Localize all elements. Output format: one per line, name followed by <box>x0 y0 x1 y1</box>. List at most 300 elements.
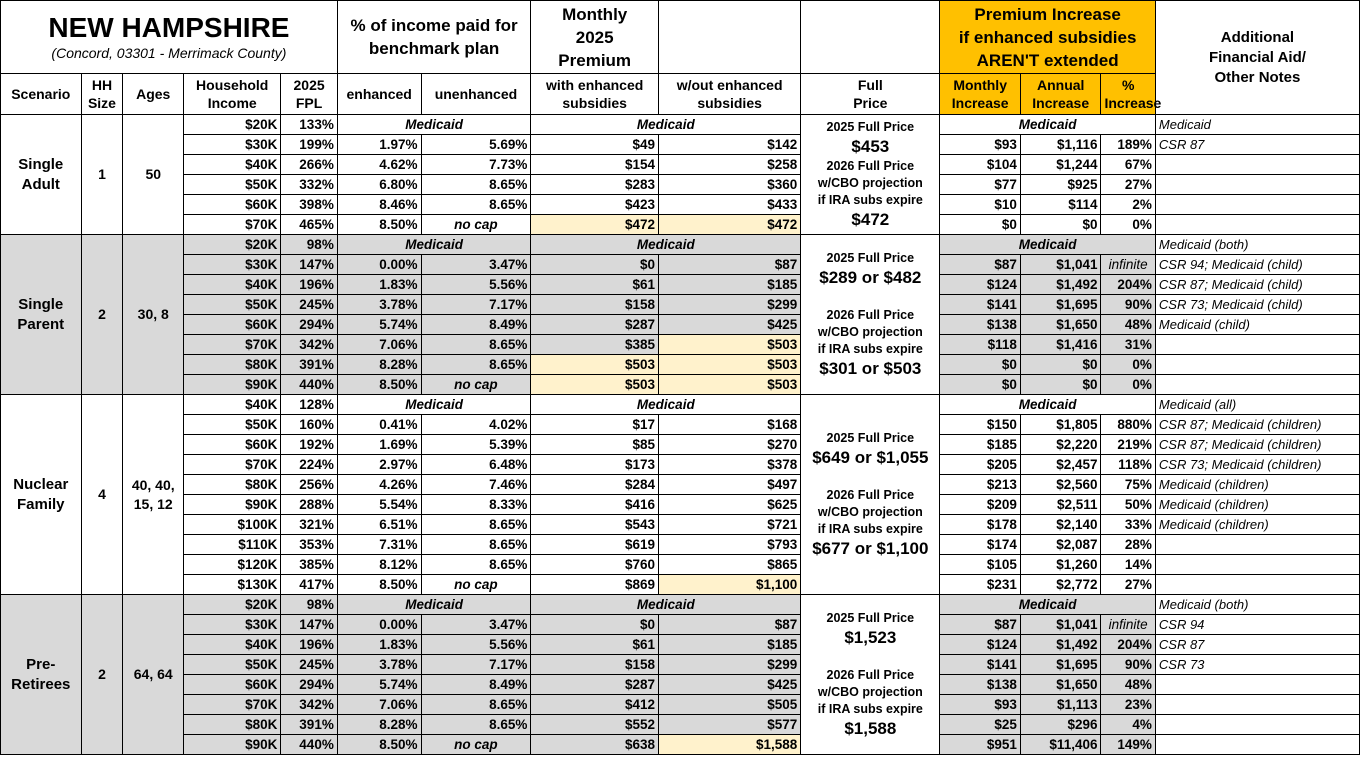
table-row <box>1 235 1360 255</box>
household-income: $50K <box>184 655 281 675</box>
financial-aid-note: CSR 73; Medicaid (child) <box>1155 295 1359 315</box>
premium-without-enhanced: $168 <box>658 415 800 435</box>
annual-increase: $1,416 <box>1020 335 1101 355</box>
premium-without-enhanced: $87 <box>658 615 800 635</box>
scenario-label: Single Adult <box>1 115 82 235</box>
fpl-percent: 147% <box>281 615 337 635</box>
enhanced-pct: 7.06% <box>337 335 421 355</box>
medicaid-label: Medicaid <box>337 395 531 415</box>
household-income: $20K <box>184 595 281 615</box>
household-income: $40K <box>184 275 281 295</box>
fpl-percent: 160% <box>281 415 337 435</box>
premium-without-enhanced: $503 <box>658 335 800 355</box>
fpl-percent: 288% <box>281 495 337 515</box>
table-row <box>1 415 1360 435</box>
premium-with-enhanced: $503 <box>531 355 659 375</box>
enhanced-pct: 3.78% <box>337 295 421 315</box>
enhanced-pct: 3.78% <box>337 655 421 675</box>
financial-aid-note: Medicaid (children) <box>1155 475 1359 495</box>
premium-without-enhanced: $360 <box>658 175 800 195</box>
full-price-2025-label: 2025 Full Price <box>826 119 915 134</box>
unenhanced-pct: 5.56% <box>421 275 531 295</box>
full-price-2026-label: 2026 Full Price <box>826 158 915 173</box>
monthly-increase: $118 <box>940 335 1021 355</box>
table-row <box>1 155 1360 175</box>
annual-increase: $0 <box>1020 375 1101 395</box>
financial-aid-note <box>1155 535 1359 555</box>
monthly-increase: $0 <box>940 215 1021 235</box>
full-price-2025-label: 2025 Full Price <box>826 250 915 265</box>
premium-without-enhanced: $497 <box>658 475 800 495</box>
fpl-percent: 398% <box>281 195 337 215</box>
table-row <box>1 515 1360 535</box>
table-row <box>1 435 1360 455</box>
unenhanced-pct: 8.65% <box>421 715 531 735</box>
pct-increase: 0% <box>1101 215 1155 235</box>
enhanced-pct: 5.74% <box>337 675 421 695</box>
household-income: $100K <box>184 515 281 535</box>
pct-increase: 204% <box>1101 635 1155 655</box>
financial-aid-note: CSR 94 <box>1155 615 1359 635</box>
premium-with-enhanced: $503 <box>531 375 659 395</box>
annual-increase: $2,140 <box>1020 515 1101 535</box>
enhanced-pct: 8.46% <box>337 195 421 215</box>
financial-aid-note: Medicaid <box>1155 115 1359 135</box>
full-price-2026-label: 2026 Full Price <box>826 307 915 322</box>
full-price-cell: 2025 Full Price $289 or $482 2026 Full Price w/CBO projection if IRA subs expire $301 or $503 <box>801 235 940 395</box>
fpl-percent: 98% <box>281 595 337 615</box>
monthly-increase: $87 <box>940 615 1021 635</box>
fpl-percent: 224% <box>281 455 337 475</box>
fpl-percent: 342% <box>281 695 337 715</box>
fpl-percent: 133% <box>281 115 337 135</box>
pct-increase: 880% <box>1101 415 1155 435</box>
household-income: $30K <box>184 135 281 155</box>
enhanced-pct: 6.51% <box>337 515 421 535</box>
monthly-increase: $0 <box>940 375 1021 395</box>
table-row <box>1 695 1360 715</box>
monthly-increase: $174 <box>940 535 1021 555</box>
col-pct-increase: % Increase <box>1101 74 1155 115</box>
fpl-percent: 256% <box>281 475 337 495</box>
financial-aid-note: Medicaid (child) <box>1155 315 1359 335</box>
premium-without-enhanced: $258 <box>658 155 800 175</box>
premium-with-enhanced: $472 <box>531 215 659 235</box>
unenhanced-pct: 5.69% <box>421 135 531 155</box>
unenhanced-pct: 8.65% <box>421 335 531 355</box>
premium-with-enhanced: $85 <box>531 435 659 455</box>
financial-aid-note <box>1155 355 1359 375</box>
ages: 30, 8 <box>123 235 184 395</box>
premium-without-enhanced: $472 <box>658 215 800 235</box>
household-income: $70K <box>184 215 281 235</box>
unenhanced-pct: 3.47% <box>421 615 531 635</box>
col-with-enhanced: with enhanced subsidies <box>531 74 659 115</box>
col-enhanced: enhanced <box>337 74 421 115</box>
unenhanced-pct: 8.65% <box>421 515 531 535</box>
fpl-percent: 353% <box>281 535 337 555</box>
financial-aid-note: Medicaid (children) <box>1155 515 1359 535</box>
enhanced-pct: 1.69% <box>337 435 421 455</box>
fpl-percent: 440% <box>281 375 337 395</box>
pct-increase: 2% <box>1101 195 1155 215</box>
financial-aid-note <box>1155 175 1359 195</box>
table-row <box>1 635 1360 655</box>
medicaid-label: Medicaid <box>940 115 1156 135</box>
monthly-increase: $231 <box>940 575 1021 595</box>
financial-aid-note <box>1155 195 1359 215</box>
monthly-increase: $0 <box>940 355 1021 375</box>
location-subtitle: (Concord, 03301 - Merrimack County) <box>51 44 287 61</box>
hh-size: 2 <box>81 235 123 395</box>
ages: 64, 64 <box>123 595 184 755</box>
annual-increase: $1,492 <box>1020 275 1101 295</box>
premium-with-enhanced: $760 <box>531 555 659 575</box>
full-price-2025-label: 2025 Full Price <box>826 430 915 445</box>
premium-without-enhanced: $185 <box>658 275 800 295</box>
household-income: $80K <box>184 475 281 495</box>
fpl-percent: 245% <box>281 655 337 675</box>
unenhanced-pct: 8.65% <box>421 175 531 195</box>
pct-increase: 118% <box>1101 455 1155 475</box>
annual-increase: $1,116 <box>1020 135 1101 155</box>
fpl-percent: 465% <box>281 215 337 235</box>
financial-aid-note <box>1155 675 1359 695</box>
annual-increase: $2,560 <box>1020 475 1101 495</box>
full-price-2026: $472 <box>851 209 890 229</box>
premium-with-enhanced: $61 <box>531 635 659 655</box>
hh-size: 1 <box>81 115 123 235</box>
annual-increase: $2,457 <box>1020 455 1101 475</box>
enhanced-pct: 0.00% <box>337 255 421 275</box>
medicaid-label: Medicaid <box>531 595 801 615</box>
household-income: $90K <box>184 495 281 515</box>
premium-with-enhanced: $158 <box>531 295 659 315</box>
monthly-increase: $209 <box>940 495 1021 515</box>
premium-without-enhanced: $433 <box>658 195 800 215</box>
premium-with-enhanced: $284 <box>531 475 659 495</box>
annual-increase: $1,695 <box>1020 295 1101 315</box>
unenhanced-pct: no cap <box>421 215 531 235</box>
fpl-percent: 321% <box>281 515 337 535</box>
pct-increase: 33% <box>1101 515 1155 535</box>
premium-with-enhanced: $17 <box>531 415 659 435</box>
blank-header-2 <box>801 1 940 74</box>
table-row <box>1 735 1360 755</box>
pct-increase: 90% <box>1101 295 1155 315</box>
fpl-percent: 385% <box>281 555 337 575</box>
pct-increase: 23% <box>1101 695 1155 715</box>
household-income: $70K <box>184 695 281 715</box>
premium-with-enhanced: $158 <box>531 655 659 675</box>
enhanced-pct: 8.28% <box>337 355 421 375</box>
premium-without-enhanced: $577 <box>658 715 800 735</box>
fpl-percent: 440% <box>281 735 337 755</box>
monthly-increase: $138 <box>940 675 1021 695</box>
table-row <box>1 555 1360 575</box>
medicaid-label: Medicaid <box>940 595 1156 615</box>
unenhanced-pct: 8.65% <box>421 355 531 375</box>
unenhanced-pct: 8.65% <box>421 535 531 555</box>
unenhanced-pct: 8.49% <box>421 315 531 335</box>
monthly-increase: $87 <box>940 255 1021 275</box>
full-price-2026: $1,588 <box>844 718 897 738</box>
annual-increase: $296 <box>1020 715 1101 735</box>
monthly-increase: $124 <box>940 275 1021 295</box>
pct-increase: 31% <box>1101 335 1155 355</box>
household-income: $60K <box>184 315 281 335</box>
household-income: $90K <box>184 735 281 755</box>
premium-with-enhanced: $412 <box>531 695 659 715</box>
pct-increase: 75% <box>1101 475 1155 495</box>
financial-aid-note: Medicaid (both) <box>1155 595 1359 615</box>
table-row <box>1 135 1360 155</box>
col-unenhanced: unenhanced <box>421 74 531 115</box>
monthly-increase: $141 <box>940 295 1021 315</box>
ages: 40, 40, 15, 12 <box>123 395 184 595</box>
pct-increase: 50% <box>1101 495 1155 515</box>
annual-increase: $114 <box>1020 195 1101 215</box>
annual-increase: $2,772 <box>1020 575 1101 595</box>
medicaid-label: Medicaid <box>337 595 531 615</box>
table-row <box>1 295 1360 315</box>
fpl-percent: 196% <box>281 635 337 655</box>
enhanced-pct: 8.50% <box>337 215 421 235</box>
household-income: $80K <box>184 355 281 375</box>
table-row <box>1 275 1360 295</box>
household-income: $40K <box>184 395 281 415</box>
premium-without-enhanced: $865 <box>658 555 800 575</box>
table-row <box>1 675 1360 695</box>
premium-with-enhanced: $543 <box>531 515 659 535</box>
col-monthly-increase: Monthly Increase <box>940 74 1021 115</box>
unenhanced-pct: 7.46% <box>421 475 531 495</box>
unenhanced-pct: 3.47% <box>421 255 531 275</box>
financial-aid-note <box>1155 375 1359 395</box>
pct-increase: 149% <box>1101 735 1155 755</box>
full-price-2026-label: 2026 Full Price <box>826 667 915 682</box>
financial-aid-note: Medicaid (all) <box>1155 395 1359 415</box>
annual-increase: $925 <box>1020 175 1101 195</box>
household-income: $20K <box>184 235 281 255</box>
enhanced-pct: 1.83% <box>337 635 421 655</box>
ages: 50 <box>123 115 184 235</box>
hh-size: 2 <box>81 595 123 755</box>
table-row <box>1 195 1360 215</box>
monthly-increase: $124 <box>940 635 1021 655</box>
premium-without-enhanced: $299 <box>658 655 800 675</box>
household-income: $30K <box>184 615 281 635</box>
monthly-increase: $25 <box>940 715 1021 735</box>
premium-without-enhanced: $378 <box>658 455 800 475</box>
enhanced-pct: 8.50% <box>337 375 421 395</box>
unenhanced-pct: 8.65% <box>421 555 531 575</box>
full-price-2025-label: 2025 Full Price <box>826 610 915 625</box>
financial-aid-note: CSR 73 <box>1155 655 1359 675</box>
annual-increase: $1,650 <box>1020 675 1101 695</box>
pct-increase: infinite <box>1101 255 1155 275</box>
premium-with-enhanced: $385 <box>531 335 659 355</box>
premium-with-enhanced: $154 <box>531 155 659 175</box>
table-row <box>1 495 1360 515</box>
col-income: Household Income <box>184 74 281 115</box>
notes-header: Additional Financial Aid/ Other Notes <box>1155 1 1359 115</box>
pct-increase: 219% <box>1101 435 1155 455</box>
household-income: $60K <box>184 675 281 695</box>
medicaid-label: Medicaid <box>940 235 1156 255</box>
table-row <box>1 375 1360 395</box>
table-row <box>1 335 1360 355</box>
full-price-cell: 2025 Full Price $649 or $1,055 2026 Full Price w/CBO projection if IRA subs expire $677 or $1,100 <box>801 395 940 595</box>
scenario-label: Nuclear Family <box>1 395 82 595</box>
premium-without-enhanced: $87 <box>658 255 800 275</box>
monthly-increase: $138 <box>940 315 1021 335</box>
enhanced-pct: 1.83% <box>337 275 421 295</box>
premium-without-enhanced: $1,588 <box>658 735 800 755</box>
monthly-increase: $213 <box>940 475 1021 495</box>
annual-increase: $2,087 <box>1020 535 1101 555</box>
pct-increase: 27% <box>1101 175 1155 195</box>
premium-with-enhanced: $416 <box>531 495 659 515</box>
financial-aid-note <box>1155 735 1359 755</box>
medicaid-label: Medicaid <box>337 115 531 135</box>
annual-increase: $1,041 <box>1020 255 1101 275</box>
premium-without-enhanced: $793 <box>658 535 800 555</box>
annual-increase: $2,220 <box>1020 435 1101 455</box>
household-income: $90K <box>184 375 281 395</box>
fpl-percent: 128% <box>281 395 337 415</box>
household-income: $80K <box>184 715 281 735</box>
financial-aid-note: Medicaid (children) <box>1155 495 1359 515</box>
increase-group-header: Premium Increase if enhanced subsidies AREN'T extended <box>940 1 1156 74</box>
household-income: $120K <box>184 555 281 575</box>
full-price-2025: $453 <box>851 136 890 156</box>
pct-increase: 14% <box>1101 555 1155 575</box>
table-row <box>1 455 1360 475</box>
unenhanced-pct: 7.17% <box>421 295 531 315</box>
financial-aid-note <box>1155 155 1359 175</box>
table-row <box>1 575 1360 595</box>
full-price-2026-label: 2026 Full Price <box>826 487 915 502</box>
col-without-enhanced: w/out enhanced subsidies <box>658 74 800 115</box>
premium-with-enhanced: $287 <box>531 675 659 695</box>
monthly-increase: $185 <box>940 435 1021 455</box>
premium-without-enhanced: $503 <box>658 375 800 395</box>
monthly-increase: $77 <box>940 175 1021 195</box>
title-cell <box>1 1 338 74</box>
enhanced-pct: 0.00% <box>337 615 421 635</box>
premium-with-enhanced: $869 <box>531 575 659 595</box>
annual-increase: $1,805 <box>1020 415 1101 435</box>
pct-increase: infinite <box>1101 615 1155 635</box>
enhanced-pct: 4.62% <box>337 155 421 175</box>
premium-with-enhanced: $552 <box>531 715 659 735</box>
pct-increase: 90% <box>1101 655 1155 675</box>
table-row <box>1 715 1360 735</box>
fpl-percent: 192% <box>281 435 337 455</box>
full-price-cell: 2025 Full Price $453 2026 Full Price w/CBO projection if IRA subs expire $472 <box>801 115 940 235</box>
annual-increase: $1,260 <box>1020 555 1101 575</box>
full-price-2026: $677 or $1,100 <box>812 538 929 558</box>
unenhanced-pct: 4.02% <box>421 415 531 435</box>
financial-aid-note: CSR 87 <box>1155 635 1359 655</box>
financial-aid-note: Medicaid (both) <box>1155 235 1359 255</box>
financial-aid-note: CSR 87; Medicaid (children) <box>1155 415 1359 435</box>
col-full-price: Full Price <box>801 74 940 115</box>
enhanced-pct: 8.28% <box>337 715 421 735</box>
enhanced-pct: 0.41% <box>337 415 421 435</box>
col-annual-increase: Annual Increase <box>1020 74 1101 115</box>
monthly-increase: $205 <box>940 455 1021 475</box>
monthly-increase: $105 <box>940 555 1021 575</box>
premium-with-enhanced: $0 <box>531 615 659 635</box>
premium-without-enhanced: $425 <box>658 315 800 335</box>
household-income: $110K <box>184 535 281 555</box>
financial-aid-note: CSR 94; Medicaid (child) <box>1155 255 1359 275</box>
enhanced-pct: 5.74% <box>337 315 421 335</box>
full-price-2025: $649 or $1,055 <box>812 447 929 467</box>
pct-increase: 27% <box>1101 575 1155 595</box>
table-row <box>1 655 1360 675</box>
col-fpl: 2025 FPL <box>281 74 337 115</box>
table-row <box>1 215 1360 235</box>
scenario-label: Pre-Retirees <box>1 595 82 755</box>
annual-increase: $0 <box>1020 215 1101 235</box>
financial-aid-note <box>1155 215 1359 235</box>
pct-increase: 4% <box>1101 715 1155 735</box>
enhanced-pct: 8.50% <box>337 735 421 755</box>
pct-increase: 189% <box>1101 135 1155 155</box>
premium-with-enhanced: $0 <box>531 255 659 275</box>
financial-aid-note <box>1155 575 1359 595</box>
medicaid-label: Medicaid <box>337 235 531 255</box>
monthly-increase: $178 <box>940 515 1021 535</box>
annual-increase: $1,041 <box>1020 615 1101 635</box>
financial-aid-note <box>1155 555 1359 575</box>
pct-increase: 0% <box>1101 355 1155 375</box>
monthly-increase: $150 <box>940 415 1021 435</box>
medicaid-label: Medicaid <box>531 235 801 255</box>
col-hh-size: HH Size <box>81 74 123 115</box>
premium-without-enhanced: $625 <box>658 495 800 515</box>
fpl-percent: 417% <box>281 575 337 595</box>
premium-with-enhanced: $173 <box>531 455 659 475</box>
fpl-percent: 342% <box>281 335 337 355</box>
pct-increase: 67% <box>1101 155 1155 175</box>
unenhanced-pct: no cap <box>421 735 531 755</box>
household-income: $70K <box>184 455 281 475</box>
premium-without-enhanced: $185 <box>658 635 800 655</box>
unenhanced-pct: 8.33% <box>421 495 531 515</box>
annual-increase: $0 <box>1020 355 1101 375</box>
enhanced-pct: 6.80% <box>337 175 421 195</box>
enhanced-pct: 5.54% <box>337 495 421 515</box>
fpl-percent: 294% <box>281 315 337 335</box>
unenhanced-pct: 7.17% <box>421 655 531 675</box>
premium-with-enhanced: $423 <box>531 195 659 215</box>
premium-without-enhanced: $503 <box>658 355 800 375</box>
state-title: NEW HAMPSHIRE <box>48 11 290 43</box>
table-row <box>1 595 1360 615</box>
annual-increase: $1,650 <box>1020 315 1101 335</box>
household-income: $20K <box>184 115 281 135</box>
household-income: $50K <box>184 415 281 435</box>
annual-increase: $1,244 <box>1020 155 1101 175</box>
table-row <box>1 315 1360 335</box>
enhanced-pct: 2.97% <box>337 455 421 475</box>
unenhanced-pct: 6.48% <box>421 455 531 475</box>
full-price-2026: $301 or $503 <box>819 358 922 378</box>
